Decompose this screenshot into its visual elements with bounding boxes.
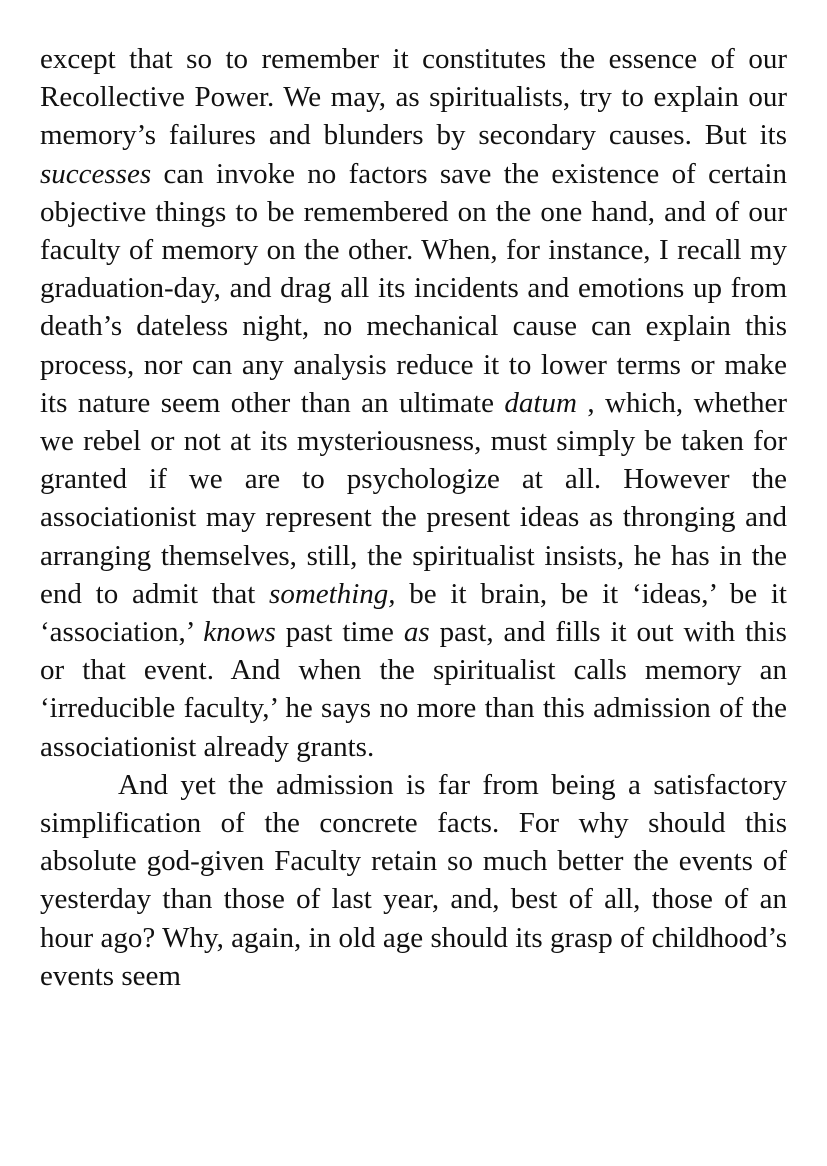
text-run: past time: [275, 616, 404, 649]
text-run: And yet the admission is far from being a satisfactory simplification of the concrete facts. For why should this absolute god-given Faculty retain so much better the events of yesterday than those of last year, and, best of all, those of an hour ago? Why, again, in old age should its grasp of childhood’s events seem: [40, 768, 787, 992]
paragraph-1: [40, 40, 787, 766]
italic-text-run: something,: [269, 577, 396, 610]
text-run: except that so to remember it constitutes the essence of our Recollective Power. We may, as spiritualists, try to explain our memory’s failures and blunders by secondary causes. But its: [40, 43, 787, 152]
text-run: can invoke no factors save the existence of certain objective things to be remembered on the one hand, and of our faculty of memory on the other. When, for instance, I recall my graduation-day, and drag all its incidents and emotions up from death’s dateless night, no mechanical cause can explain this process, nor can any analysis reduce it to lower terms or make its nature seem other than an ultimate: [40, 157, 787, 419]
document-page: [40, 40, 787, 995]
italic-text-run: knows: [203, 616, 276, 649]
text-run: be it brain, be it ‘ideas,’ be it ‘association,’: [40, 577, 787, 649]
italic-text-run: successes: [40, 157, 152, 190]
italic-text-run: datum: [504, 386, 577, 419]
paragraph-2: [40, 766, 787, 995]
italic-text-run: as: [403, 616, 430, 649]
text-run: , which, whether we rebel or not at its mysteriousness, must simply be taken for granted if we are to psychologize at all. However the associationist may represent the present ideas as thronging and arranging themselves, still, the spiritualist insists, he has in the end to admit that: [40, 386, 788, 610]
text-run: past, and fills it out with this or that event. And when the spiritualist calls memory an ‘irreducible faculty,’ he says no more than this admission of the associationist already grants.: [40, 616, 787, 763]
